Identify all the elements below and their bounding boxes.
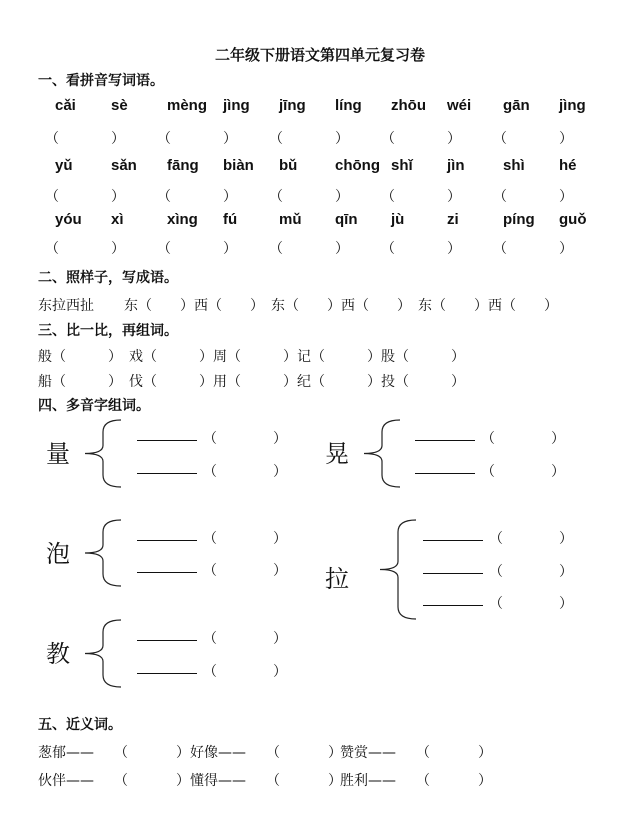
- answer-blank: [45, 128, 157, 148]
- section-2-heading: 二、照样子，写成语。: [38, 270, 178, 286]
- pinyin-syllable: hé: [559, 157, 577, 174]
- paren-open: （: [269, 131, 283, 147]
- pinyin-syllable: fāng: [167, 157, 199, 174]
- paren-open: （: [381, 131, 395, 147]
- pinyin-row: [45, 211, 605, 228]
- paren-open: （: [157, 131, 171, 147]
- pinyin-word: [157, 157, 269, 174]
- answer-blank-row: [45, 238, 605, 258]
- paren-open: （: [203, 464, 217, 480]
- answer-underline: [137, 540, 197, 541]
- pinyin-row: [45, 157, 605, 174]
- pinyin-syllable: xì: [111, 211, 124, 228]
- pinyin-syllable: yǔ: [55, 157, 73, 174]
- pinyin-word: [45, 211, 157, 228]
- paren-close: ）: [447, 189, 461, 205]
- pinyin-syllable: jìng: [223, 97, 250, 114]
- paren-close: ）: [223, 131, 237, 147]
- polyphone-char: 教: [46, 640, 70, 668]
- paren-open: （: [203, 664, 217, 680]
- section-1-heading: 一、看拼音写词语。: [38, 73, 164, 89]
- pinyin-syllable: zi: [447, 211, 459, 228]
- paren-close: ）: [551, 464, 565, 480]
- idiom-blanks: 东（ ）西（ ） 东（ ）西（ ） 东（ ）西（ ）: [124, 298, 558, 314]
- synonym-word: 葱郁——: [38, 745, 94, 761]
- paren-open: （: [157, 241, 171, 257]
- pinyin-word: [45, 157, 157, 174]
- paren-open: （: [481, 431, 495, 447]
- pinyin-syllable: guǒ: [559, 211, 587, 228]
- pinyin-syllable: xìng: [167, 211, 198, 228]
- answer-blank: [381, 238, 493, 258]
- answer-blank: [157, 128, 269, 148]
- paren-open: （: [114, 773, 128, 789]
- pinyin-word: [157, 97, 269, 114]
- paren-close: ）: [559, 131, 573, 147]
- answer-blank: [493, 238, 605, 258]
- paren-open: （: [269, 189, 283, 205]
- paren-close: ）: [559, 189, 573, 205]
- section-3-heading: 三、比一比，再组词。: [38, 323, 178, 339]
- paren-open: （: [45, 241, 59, 257]
- paren-close: ）: [223, 241, 237, 257]
- polyphone-char: 拉: [325, 565, 349, 593]
- pinyin-syllable: yóu: [55, 211, 82, 228]
- paren-close: ）: [551, 431, 565, 447]
- pinyin-syllable: jìng: [559, 97, 586, 114]
- polyphone-char: 晃: [325, 440, 349, 468]
- paren-open: （: [489, 531, 503, 547]
- paren-close: ）: [273, 431, 287, 447]
- paren-close: ）: [273, 664, 287, 680]
- pinyin-word: [493, 211, 605, 228]
- section-5-heading: 五、近义词。: [38, 717, 122, 733]
- paren-close: ）: [111, 131, 125, 147]
- answer-underline: [137, 473, 197, 474]
- answer-blank: [493, 186, 605, 206]
- synonym-word: 伙伴——: [38, 773, 94, 789]
- paren-open: （: [157, 189, 171, 205]
- pinyin-word: [493, 157, 605, 174]
- section-4-heading: 四、多音字组词。: [38, 398, 150, 414]
- pinyin-syllable: jìn: [447, 157, 465, 174]
- pinyin-row: [45, 97, 605, 114]
- pinyin-syllable: jù: [391, 211, 405, 228]
- answer-underline: [423, 573, 483, 574]
- answer-underline: [137, 673, 197, 674]
- paren-close: ）: [273, 631, 287, 647]
- pinyin-syllable: sǎn: [111, 157, 137, 174]
- paren-open: （: [381, 189, 395, 205]
- pinyin-word: [269, 97, 381, 114]
- pinyin-syllable: líng: [335, 97, 362, 114]
- answer-blank: [45, 238, 157, 258]
- paren-open: （: [266, 773, 280, 789]
- paren-close: ）: [447, 241, 461, 257]
- synonym-word: 好像——: [190, 745, 246, 761]
- paren-open: （: [203, 631, 217, 647]
- paren-close: ）: [559, 241, 573, 257]
- answer-blank: [269, 186, 381, 206]
- pinyin-syllable: mǔ: [279, 211, 302, 228]
- paren-open: （: [489, 564, 503, 580]
- page-title: 二年级下册语文第四单元复习卷: [214, 46, 425, 64]
- paren-close: ）: [273, 464, 287, 480]
- paren-close: ）: [328, 745, 342, 761]
- paren-open: （: [489, 596, 503, 612]
- paren-open: （: [114, 745, 128, 761]
- paren-open: （: [45, 189, 59, 205]
- paren-open: （: [203, 531, 217, 547]
- paren-close: ）: [335, 241, 349, 257]
- paren-close: ）: [328, 773, 342, 789]
- paren-close: ）: [447, 131, 461, 147]
- answer-underline: [423, 605, 483, 606]
- answer-blank: [269, 238, 381, 258]
- pinyin-word: [381, 97, 493, 114]
- answer-blank: [493, 128, 605, 148]
- answer-underline: [137, 440, 197, 441]
- synonym-word: 赞赏——: [340, 745, 396, 761]
- answer-blank: [157, 186, 269, 206]
- paren-open: （: [266, 745, 280, 761]
- pinyin-syllable: shǐ: [391, 157, 413, 174]
- answer-underline: [415, 440, 475, 441]
- pinyin-syllable: chōng: [335, 157, 380, 174]
- paren-open: （: [45, 131, 59, 147]
- paren-open: （: [493, 131, 507, 147]
- paren-open: （: [416, 745, 430, 761]
- paren-open: （: [493, 241, 507, 257]
- pinyin-syllable: zhōu: [391, 97, 426, 114]
- paren-close: ）: [111, 189, 125, 205]
- polyphone-char: 泡: [46, 540, 70, 568]
- paren-close: ）: [478, 773, 492, 789]
- paren-close: ）: [273, 563, 287, 579]
- paren-close: ）: [478, 745, 492, 761]
- answer-blank: [381, 186, 493, 206]
- paren-close: ）: [176, 773, 190, 789]
- pinyin-syllable: biàn: [223, 157, 254, 174]
- synonym-word: 懂得——: [190, 773, 246, 789]
- pinyin-word: [269, 157, 381, 174]
- pinyin-syllable: sè: [111, 97, 128, 114]
- answer-underline: [137, 572, 197, 573]
- paren-close: ）: [111, 241, 125, 257]
- pinyin-syllable: wéi: [447, 97, 472, 114]
- paren-close: ）: [335, 189, 349, 205]
- answer-blank: [45, 186, 157, 206]
- pinyin-syllable: gān: [503, 97, 530, 114]
- answer-underline: [423, 540, 483, 541]
- answer-underline: [137, 640, 197, 641]
- compare-row-2: 船（ ） 伐（ ）用（ ）纪（ ）投（ ）: [38, 374, 465, 390]
- idiom-example: 东拉西扯: [38, 298, 94, 314]
- paren-close: ）: [176, 745, 190, 761]
- paren-close: ）: [273, 531, 287, 547]
- compare-row-1: 般（ ） 戏（ ）周（ ）记（ ）股（ ）: [38, 349, 465, 365]
- pinyin-syllable: cǎi: [55, 97, 76, 114]
- paren-open: （: [203, 563, 217, 579]
- answer-blank: [381, 128, 493, 148]
- pinyin-syllable: qīn: [335, 211, 358, 228]
- paren-open: （: [381, 241, 395, 257]
- pinyin-word: [381, 157, 493, 174]
- paren-close: ）: [559, 564, 573, 580]
- answer-blank-row: [45, 186, 605, 206]
- pinyin-syllable: shì: [503, 157, 525, 174]
- answer-blank: [269, 128, 381, 148]
- answer-blank-row: [45, 128, 605, 148]
- paren-open: （: [269, 241, 283, 257]
- paren-open: （: [416, 773, 430, 789]
- idiom-row: [38, 295, 558, 315]
- pinyin-syllable: píng: [503, 211, 535, 228]
- pinyin-word: [493, 97, 605, 114]
- answer-underline: [415, 473, 475, 474]
- paren-close: ）: [559, 596, 573, 612]
- paren-open: （: [481, 464, 495, 480]
- polyphone-char: 量: [46, 440, 70, 468]
- paren-open: （: [493, 189, 507, 205]
- answer-blank: [157, 238, 269, 258]
- synonym-word: 胜利——: [340, 773, 396, 789]
- pinyin-syllable: fú: [223, 211, 238, 228]
- paren-open: （: [203, 431, 217, 447]
- pinyin-syllable: jīng: [279, 97, 306, 114]
- pinyin-word: [269, 211, 381, 228]
- pinyin-syllable: bǔ: [279, 157, 298, 174]
- pinyin-word: [45, 97, 157, 114]
- pinyin-syllable: mèng: [167, 97, 208, 114]
- pinyin-word: [157, 211, 269, 228]
- paren-close: ）: [335, 131, 349, 147]
- paren-close: ）: [223, 189, 237, 205]
- paren-close: ）: [559, 531, 573, 547]
- pinyin-word: [381, 211, 493, 228]
